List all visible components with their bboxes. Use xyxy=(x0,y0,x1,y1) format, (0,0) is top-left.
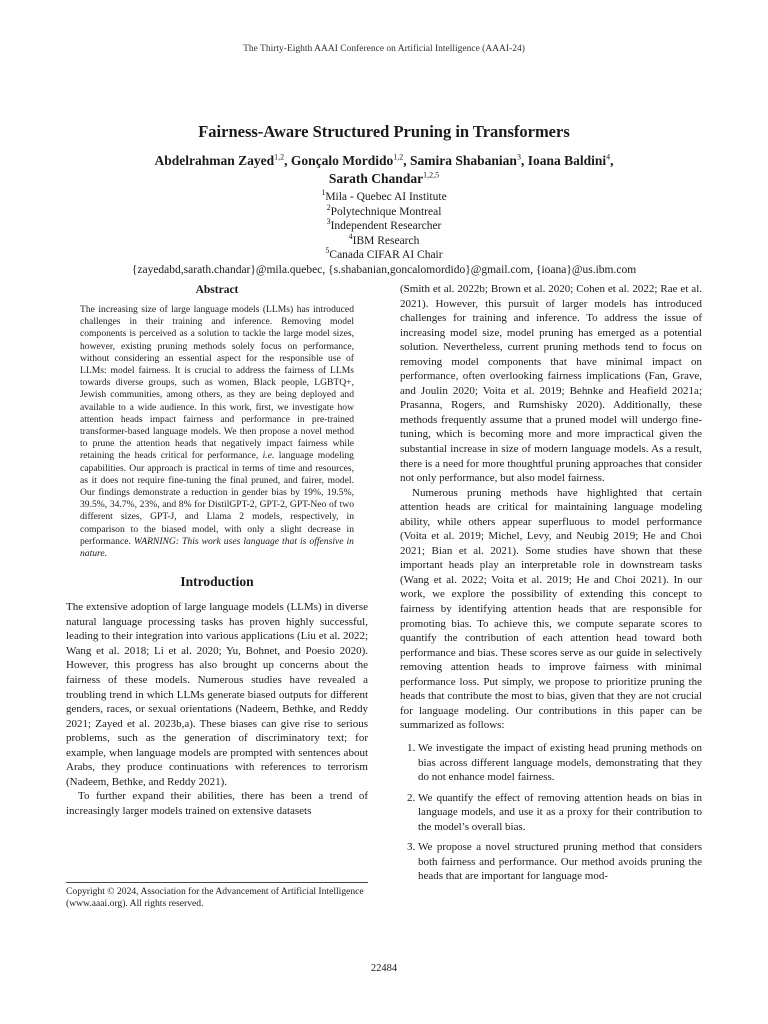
author-affiliation-sup: 1,2 xyxy=(393,152,404,162)
author-affiliation-sup: 4 xyxy=(606,152,611,162)
intro-paragraph-2: To further expand their abilities, there has been a trend of increasingly larger models trained on extensive datasets xyxy=(66,790,368,817)
introduction-heading: Introduction xyxy=(180,574,254,590)
abstract-text xyxy=(80,304,354,560)
affiliation-text: Canada CIFAR AI Chair xyxy=(329,249,443,262)
author-separator: , xyxy=(403,153,411,168)
author-separator: , xyxy=(284,153,291,168)
left-column xyxy=(66,284,368,818)
abstract-text-part: language modeling capabilities. Our approach is practical in terms of time and resources, as it does not require fine-tuning the final pruned, and fairer, model. Our findings demonstrate a reduction in gender bias by 19%, 19.5%, 39.5%, 34.7%, 23%, and 8% for DistilGPT-2, GPT-2, GPT-Neo of two different sizes, GPT-J, and Llama 2 models, respectively, in comparison to the biased model, with only a slight decrease in performance. xyxy=(80,450,354,547)
author-list xyxy=(100,152,668,188)
author-name: Abdelrahman Zayed xyxy=(154,153,275,168)
abstract-ie: i.e. xyxy=(262,450,275,462)
author-separator: , xyxy=(520,153,528,168)
author-affiliation-sup: 1,2,5 xyxy=(423,170,440,180)
affiliation-sup: 1 xyxy=(321,188,326,198)
conference-header: The Thirty-Eighth AAAI Conference on Artificial Intelligence (AAAI-24) xyxy=(243,44,525,54)
affiliation-line xyxy=(0,248,768,263)
contribution-item: 3. We propose a novel structured pruning method that considers both fairness and performance. Our method avoids pruning the heads that are important for language mod- xyxy=(418,840,702,884)
copyright-footnote: Copyright © 2024, Association for the Advancement of Artificial Intelligence (www.aaai.org). All rights reserved. xyxy=(66,882,368,910)
affiliation-sup: 4 xyxy=(348,231,353,241)
affiliation-sup: 2 xyxy=(326,202,331,212)
affiliation-sup: 3 xyxy=(326,217,331,227)
right-paragraph-1: (Smith et al. 2022b; Brown et al. 2020; Cohen et al. 2022; Rae et al. 2021). However, this pursuit of larger models has introduced challenges for training and inference. To address the issue of increasing model size, model pruning has emerged as a potential solution. Nevertheless, current pruning methods tend to focus on removing model components that have minimal impact on performance, often overlooking fairness implications (Fan, Grave, and Joulin 2020; Voita et al. 2019; Behnke and Heafield 2021a; Prasanna, Rogers, and Rumshisky 2020). Additionally, these methods frequently assume that a pruned model will undergo fine-tuning, which is becoming more and more impractical given the substantial increase in size of modern language models. As a result, there is a need for more thoughtful pruning approaches that consider not only performance, but also model fairness. xyxy=(400,283,702,485)
author-emails: {zayedabd,sarath.chandar}@mila.quebec, {s.shabanian,goncalomordido}@gmail.com, {ioana}@us.ibm.com xyxy=(131,263,637,276)
right-column xyxy=(400,282,702,890)
affiliation-line xyxy=(0,231,768,249)
affiliation-text: Mila - Quebec AI Institute xyxy=(325,191,447,203)
affiliation-sup: 5 xyxy=(325,246,330,256)
contributions-list xyxy=(400,741,702,884)
author-separator: , xyxy=(610,153,614,168)
abstract-warning: WARNING: This work uses language that is offensive in nature. xyxy=(80,535,354,560)
author-name: Gonçalo Mordido xyxy=(290,153,394,168)
author-name: Samira Shabanian xyxy=(410,153,517,168)
affiliation-line xyxy=(0,190,768,205)
right-paragraph-2: Numerous pruning methods have highlighted that certain attention heads are critical for maintaining language modeling ability, while others appear superfluous to model performance (Voita et al. 2019; Michel, Levy, and Neubig 2019; He and Choi 2021; Bian et al. 2021). Some studies have shown that these important heads play an interpretable role in downstream tasks (Wang et al. 2022; Voita et al. 2019; He and Choi 2021). In our work, we explore the possibility of extending this concept to fairness by identifying attention heads that are responsible for promoting bias. To achieve this, we compute separate scores to quantify the contribution of each attention head toward both performance and bias. These scores serve as our guide in selectively removing attention heads to improve fairness with minimal performance loss. Put simply, we propose to prioritize pruning the heads that contribute the most to bias, given that they are not crucial for language modeling. Our contributions in this paper can be summarized as follows: xyxy=(400,486,702,732)
affiliation-text: Independent Researcher xyxy=(330,220,442,233)
author-affiliation-sup: 1,2 xyxy=(274,152,285,162)
author-name: Sarath Chandar xyxy=(328,171,424,186)
affiliation-line xyxy=(0,202,768,220)
affiliation-line xyxy=(0,219,768,234)
abstract-heading: Abstract xyxy=(195,284,239,296)
page-number: 22484 xyxy=(370,963,398,974)
author-name: Ioana Baldini xyxy=(527,153,607,168)
contribution-item: 2. We quantify the effect of removing attention heads on bias in language models, and use it as a proxy for their contribution to the model’s overall bias. xyxy=(418,791,702,835)
affiliation-block xyxy=(0,190,768,278)
contribution-item: 1. We investigate the impact of existing head pruning methods on bias across different language models, demonstrating that they do not enhance model fairness. xyxy=(418,741,702,785)
paper-title: Fairness-Aware Structured Pruning in Transformers xyxy=(198,122,570,141)
affiliation-text: Polytechnique Montreal xyxy=(330,205,442,218)
author-affiliation-sup: 3 xyxy=(516,152,521,162)
abstract-text-part: The increasing size of large language models (LLMs) has introduced challenges in their training and inference. Removing model components is perceived as a solution to tackle the large model sizes, however, existing pruning methods solely focus on performance, without considering an essential aspect for the responsible use of LLMs: model fairness. It is crucial to address the fairness of LLMs towards diverse groups, such as women, Black people, LGBTQ+, Jewish communities, among others, as they are being deployed and available to a wide audience. In this work, first, we investigate how attention heads impact fairness and performance in pre-trained transformer-based language models. We then propose a novel method to prune the attention heads that negatively impact fairness while retaining the heads critical for performance, xyxy=(80,304,354,462)
affiliation-text: IBM Research xyxy=(352,234,420,247)
intro-paragraph-1: The extensive adoption of large language models (LLMs) in diverse natural language processing tasks has proven highly successful, leading to their integration into various applications (Liu et al. 2022; Wang et al. 2018; Li et al. 2020; Yu, Bohnet, and Poesio 2020). However, this progress has also brought up concerns about the fairness of these models. Numerous studies have revealed a troubling trend in which LLMs generate biased outputs for different genders, races, or sexual orientations (Nadeem, Bethke, and Reddy 2021; Zayed et al. 2023b,a). These biases can give rise to serious problems, such as the generation of discriminatory text; for example, when language models are prompted with sentences about Arabs, they produce continuations with references to terrorism (Nadeem, Bethke, and Reddy 2021). xyxy=(66,601,368,788)
